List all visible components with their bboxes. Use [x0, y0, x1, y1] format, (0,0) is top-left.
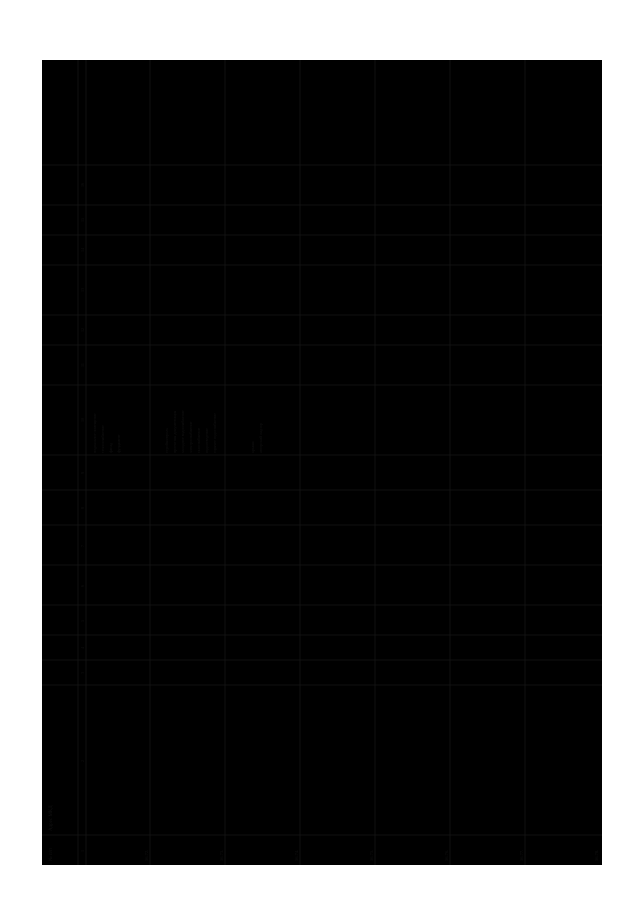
colnum-14: 14: [80, 248, 85, 252]
table-rotated: [42, 60, 602, 865]
colnum-13: 13: [80, 288, 85, 292]
header-c1: № п/п: [49, 848, 54, 861]
work-item: фасад: [108, 442, 113, 453]
row-num-56-76: 56.76.: [444, 849, 449, 861]
header-c2: Адрес МКД: [49, 805, 54, 831]
work-item: авторский надзор: [258, 423, 263, 453]
colnum-15: 15: [80, 218, 85, 222]
colnum-9: 9: [80, 472, 85, 474]
row-num-56-72: 56.72.: [144, 849, 149, 861]
colnum-1: 1: [80, 850, 85, 852]
work-item: теплоснабжение: [100, 425, 105, 453]
colnum-11: 11: [80, 363, 85, 367]
colnum-10: 10: [80, 418, 85, 422]
colnum-5: 5: [80, 620, 85, 622]
colnum-2: 2: [80, 760, 85, 762]
row-num-56-73: 56.73.: [219, 849, 224, 861]
row-num-56-74: 56.74.: [294, 849, 299, 861]
table-border: [42, 60, 602, 865]
colnum-12: 12: [80, 328, 85, 332]
work-item: горячее водоснабжение: [212, 413, 217, 453]
colnum-4: 4: [80, 647, 85, 649]
colnum-3: 3: [80, 672, 85, 674]
work-item: подвальное помещение: [92, 413, 97, 453]
row-num-56-77: 56.77.: [519, 849, 524, 861]
work-item: стройконтроль: [164, 427, 169, 453]
work-item: холодное водоснабжение: [180, 410, 185, 453]
work-item: электроснабжение: [188, 421, 193, 453]
colnum-6: 6: [80, 585, 85, 587]
work-item: проектная документация: [172, 410, 177, 453]
row-num-56-75: 56.75.: [369, 849, 374, 861]
row-num-56-78: 56.78.: [594, 849, 599, 861]
colnum-7: 7: [80, 545, 85, 547]
colnum-8: 8: [80, 507, 85, 509]
work-item: крыша: [250, 441, 255, 453]
work-item: газоснабжение: [196, 427, 201, 453]
colnum-16: 16: [80, 183, 85, 187]
work-item: фундамент: [116, 434, 121, 453]
work-item: водоотведение: [204, 428, 209, 453]
